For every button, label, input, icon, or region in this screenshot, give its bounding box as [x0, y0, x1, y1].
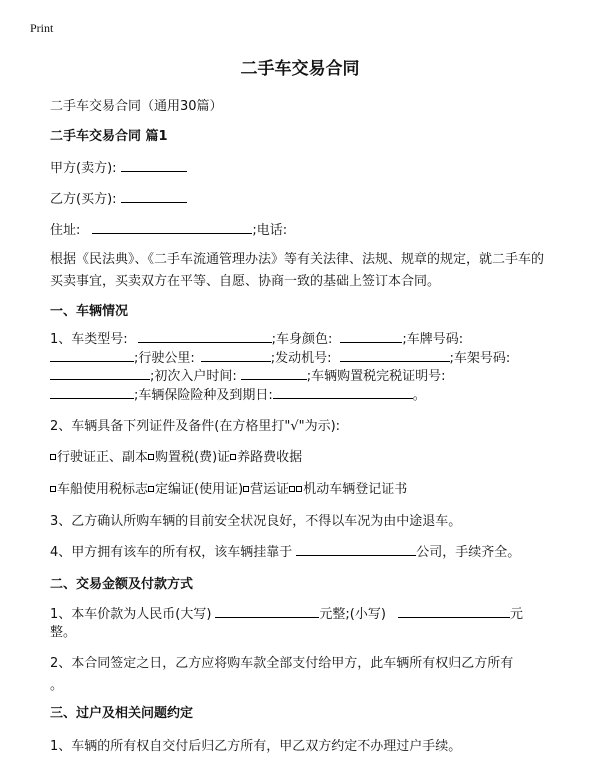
driving-license-label: 行驶证正、副本 [57, 450, 149, 465]
party-b-blank [121, 190, 187, 203]
purchase-tax-cert-label: 购置税(费)证 [155, 450, 231, 465]
documents-line-1 [50, 446, 302, 465]
address-label: 住址: [50, 223, 81, 238]
road-fee-label: 养路费收据 [237, 450, 303, 465]
price-lowercase-label: 元整;(小写) [319, 607, 386, 622]
party-b-label: 乙方(买方): [50, 192, 117, 207]
price-uppercase-label: 1、本车价款为人民币(大写) [50, 607, 212, 622]
purchase-tax-label: ;车辆购置税完税证明号: [306, 369, 446, 384]
insurance-blank [273, 386, 413, 399]
checkbox-fixed-cert[interactable] [148, 486, 154, 492]
checkbox-driving-license[interactable] [50, 454, 56, 460]
mileage-blank [201, 349, 271, 362]
price-uppercase-blank [215, 605, 319, 618]
clause-2-2 [50, 653, 513, 697]
section-3-heading: 三、过户及相关问题约定 [50, 706, 194, 721]
operation-cert-label: 营运证 [250, 482, 290, 497]
clause-1-3: 3、乙方确认所购车辆的目前安全状况良好，不得以车况为由中途退车。 [50, 514, 462, 529]
clause-1-4 [50, 541, 520, 560]
registration-cert-label: 机动车辆登记证书 [303, 482, 408, 497]
yuan-label: 元 [509, 607, 523, 622]
document-subtitle: 二手车交易合同（通用30篇） [50, 99, 223, 114]
period: 。 [412, 387, 426, 403]
clause-1-4-text-b: 公司，手续齐全。 [416, 545, 521, 560]
plate-number-blank [50, 349, 134, 362]
price-end-text: 整。 [50, 625, 77, 640]
section-1-heading: 一、车辆情况 [50, 304, 129, 319]
clause-2-1 [50, 605, 523, 642]
purchase-tax-blank [50, 386, 134, 399]
clause-2-2-text: 2、本合同签定之日，乙方应将购车款全部支付给甲方，此车辆所有权归乙方所有 [50, 656, 514, 671]
vehicle-tax-label: 车船使用税标志 [57, 482, 149, 497]
fixed-cert-label: 定编证(使用证) [155, 482, 244, 497]
price-lowercase-blank [398, 605, 510, 618]
vehicle-info-row-1 [50, 330, 510, 349]
checkbox-registration-cert[interactable] [296, 486, 302, 492]
documents-line-2 [50, 478, 407, 497]
body-color-label: ;车身颜色: [271, 332, 333, 347]
address-line [50, 219, 287, 238]
plate-number-label: ;车牌号码: [402, 332, 464, 347]
checkbox-road-fee[interactable] [230, 454, 236, 460]
vehicle-model-blank [138, 330, 272, 343]
print-link[interactable]: Print [30, 21, 54, 35]
engine-number-blank [340, 349, 450, 362]
party-b-line [50, 188, 187, 207]
body-color-blank [340, 330, 402, 343]
party-a-blank [121, 159, 187, 172]
engine-number-label: ;发动机号: [270, 350, 332, 366]
registration-date-blank [241, 367, 307, 380]
intro-paragraph: 根据《民法典》、《二手车流通管理办法》等有关法律、法规、规章的规定，就二手车的买卖事宜，买卖双方在平等、自愿、协商一致的基础上签订本合同。 [50, 252, 545, 289]
insurance-label: ;车辆保险险种及到期日: [134, 387, 273, 403]
chapter-heading: 二手车交易合同 篇1 [50, 129, 168, 144]
mileage-label: ;行驶公里: [134, 350, 195, 366]
clause-1-4-text-a: 4、甲方拥有该车的所有权，该车辆挂靠于 [50, 545, 293, 560]
party-a-line [50, 157, 187, 176]
vehicle-info-block [50, 330, 510, 404]
registration-date-label: ;初次入户时间: [150, 369, 237, 384]
company-blank [296, 543, 416, 556]
checkbox-purchase-tax[interactable] [148, 454, 154, 460]
vehicle-info-row-3 [50, 367, 510, 386]
section-2-heading: 二、交易金额及付款方式 [50, 577, 194, 592]
phone-label: ;电话: [252, 223, 288, 238]
address-blank [92, 221, 252, 234]
vehicle-info-row-2 [50, 349, 510, 368]
checkbox-vehicle-tax[interactable] [50, 486, 56, 492]
clause-1-2: 2、车辆具备下列证件及备件(在方格里打"√"为示): [50, 419, 341, 434]
checkbox-operation-cert[interactable] [243, 486, 249, 492]
clause-2-2-end: 。 [50, 678, 64, 693]
frame-number-label: ;车架号码: [449, 350, 511, 366]
frame-number-blank [50, 367, 150, 380]
party-a-label: 甲方(卖方): [50, 161, 117, 176]
vehicle-model-label: 1、车类型号: [50, 332, 128, 347]
page-title: 二手车交易合同 [240, 59, 360, 79]
vehicle-info-row-4 [50, 386, 510, 405]
clause-3-1: 1、车辆的所有权自交付后归乙方所有，甲乙双方约定不办理过户手续。 [50, 739, 462, 754]
checkbox-blank[interactable] [289, 486, 295, 492]
